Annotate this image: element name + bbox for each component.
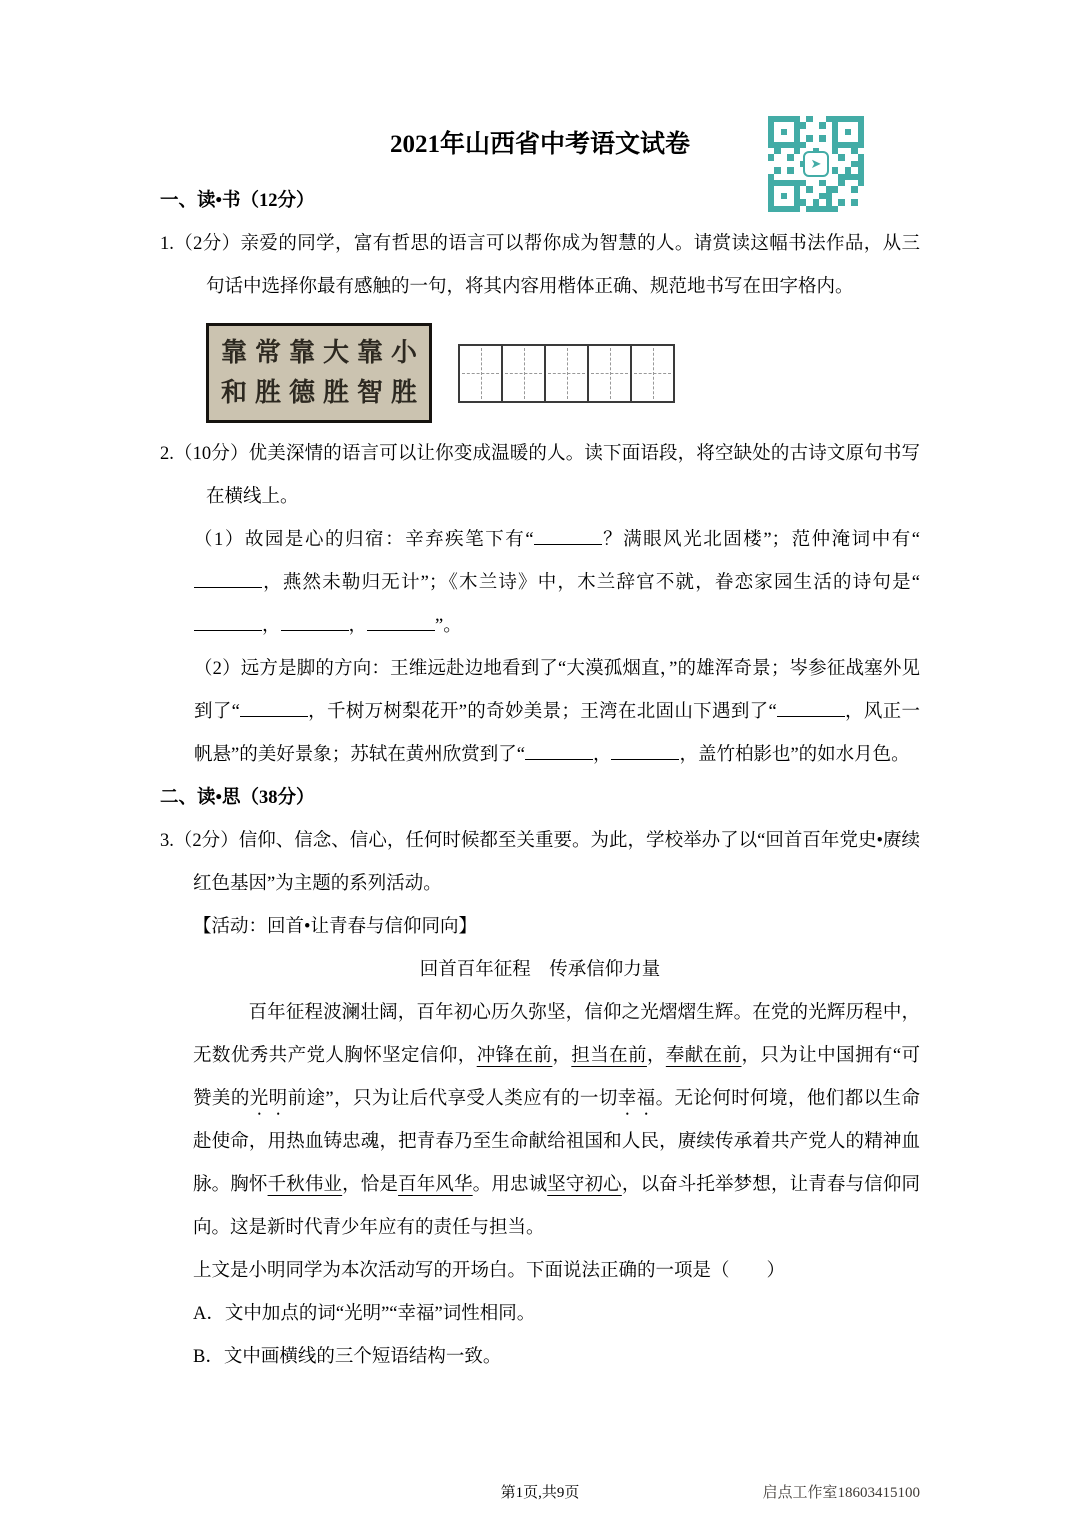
- question-3-intro: 3.（2分）信仰、信念、信心，任何时候都至关重要。为此，学校举办了以“回首百年党史•赓续红色基因”为主题的系列活动。: [160, 831, 920, 894]
- passage-text: 百年征程波澜壮阔，百年初心历久弥坚，信仰之光熠熠生辉。在党的光辉历程中，无数优秀共产党人胸怀坚定信仰，冲锋在前，担当在前，奉献在前，只为让中国拥有“可赞美的光明前途”，只为让后代享受人类应有的一切幸福。无论何时何境，他们都以生命赴使命，用热血铸忠魂，把青春乃至生命献给祖国和人民，赓续传承着共产党人的精神血脉。胸怀千秋伟业，恰是百年风华。用忠诚坚守初心，以奋斗托举梦想，让青春与信仰同向。这是新时代青少年应有的责任与担当。: [193, 1003, 920, 1238]
- question-1-figures: [206, 323, 920, 423]
- question-2-part-2: （2）远方是脚的方向：王维远赴边地看到了“大漠孤烟直，”的雄浑奇景；岑参征战塞外见到了“ ，千树万树梨花开”的奇妙美景；王湾在北固山下遇到了“ ，风正一帆悬”的美好景象；苏轼在黄州欣赏到了“ ， ，盖竹柏影也”的如水月色。: [194, 659, 920, 765]
- option-a: A．文中加点的词“光明”“幸福”词性相同。: [193, 1304, 536, 1324]
- question-1-text: 1.（2分）亲爱的同学，富有哲思的语言可以帮你成为智慧的人。请赏读这幅书法作品，从三句话中选择你最有感触的一句，将其内容用楷体正确、规范地书写在田字格内。: [160, 234, 920, 297]
- grid-cell: [587, 344, 632, 403]
- studio-watermark: 启点工作室18603415100: [762, 1485, 920, 1501]
- grid-cell: [458, 344, 503, 403]
- question-3-prompt: 上文是小明同学为本次活动写的开场白。下面说法正确的一项是（ ）: [193, 1261, 786, 1281]
- grid-cell: [630, 344, 675, 403]
- grid-cell: [501, 344, 546, 403]
- grid-cell: [544, 344, 589, 403]
- qr-code: [768, 116, 864, 212]
- writing-practice-grid: [458, 344, 675, 403]
- section-heading-read-write: 一、读•书（12分）: [160, 191, 315, 211]
- activity-label: 【活动：回首•让青春与信仰同向】: [193, 917, 477, 937]
- calligraphy-row-2: 和胜德胜智胜: [220, 378, 425, 407]
- page-number: 第1页,共9页: [500, 1485, 580, 1501]
- calligraphy-row-1: 靠常靠大靠小: [220, 338, 425, 367]
- passage-title: 回首百年征程 传承信仰力量: [419, 960, 661, 980]
- option-b: B．文中画横线的三个短语结构一致。: [193, 1347, 502, 1367]
- question-2-part-1: （1）故园是心的归宿：辛弃疾笔下有“ ？满眼风光北固楼”；范仲淹词中有“，燕然未勒归无计”；《木兰诗》中，木兰辞官不就，眷恋家园生活的诗句是“， ， ”。: [194, 530, 920, 636]
- page-title: 2021年山西省中考语文试卷: [389, 131, 690, 158]
- calligraphy-image: [206, 323, 432, 423]
- qr-logo-icon: ➤: [803, 151, 829, 177]
- question-2-intro: 2.（10分）优美深情的语言可以让你变成温暖的人。读下面语段，将空缺处的古诗文原句书写在横线上。: [160, 444, 920, 507]
- section-heading-read-think: 二、读•思（38分）: [160, 788, 315, 808]
